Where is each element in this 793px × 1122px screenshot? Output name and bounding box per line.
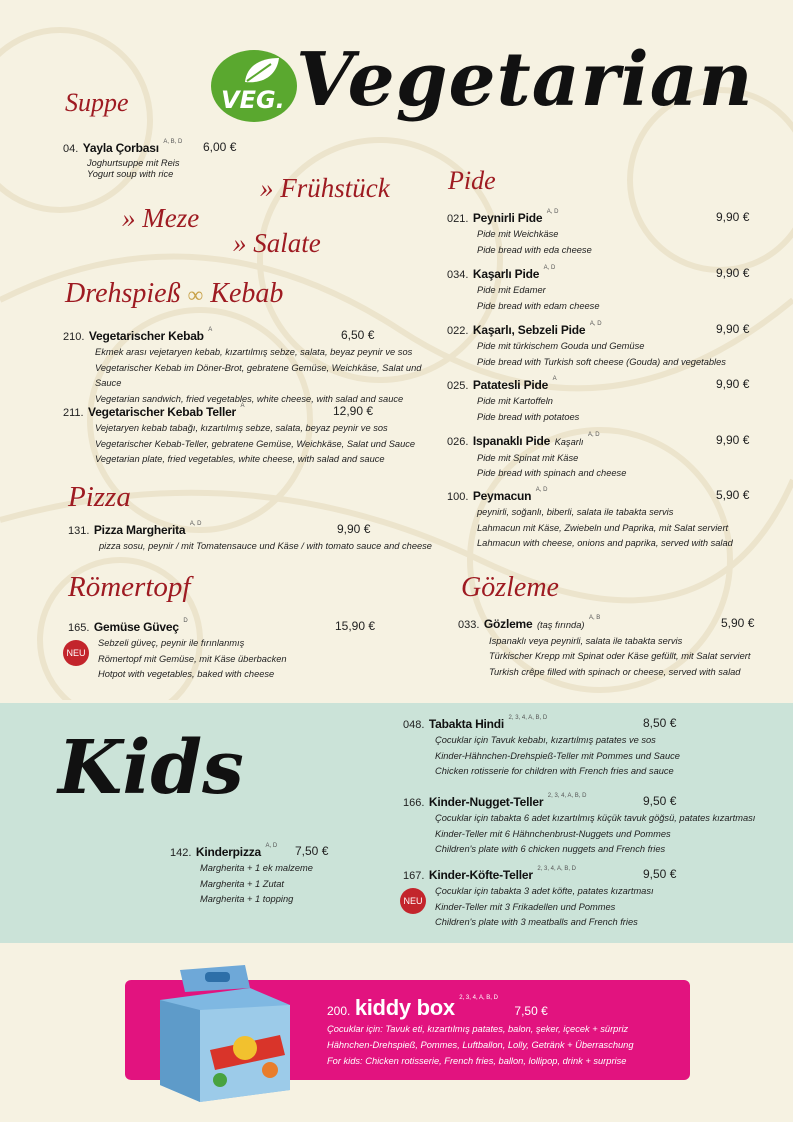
menu-item-peynirli-pide — [447, 209, 752, 265]
item-price: 7,50 € — [514, 1004, 548, 1018]
item-desc-tr: Çocuklar için Tavuk kebabı, kızartılmış patates ve sos — [435, 735, 656, 745]
section-title-kebab-a: Drehspieß — [65, 278, 181, 309]
item-allergens: 2, 3, 4, A, B, D — [547, 793, 587, 799]
item-allergens: A, B — [588, 615, 601, 621]
item-desc-de: Pide mit Kartoffeln — [477, 396, 553, 406]
item-number: 025. — [447, 380, 469, 392]
item-number: 021. — [447, 213, 469, 225]
item-price: 7,50 € — [295, 844, 329, 858]
menu-item-kinder-kofte-teller — [403, 866, 773, 936]
item-desc-en: Children's plate with 6 chicken nuggets and French fries — [435, 844, 666, 854]
item-desc-tr: Çocuklar için tabakta 6 adet kızartılmış küçük tavuk göğsü, patates kızartması — [435, 813, 756, 823]
pide-list — [447, 209, 752, 557]
item-allergens: D — [183, 618, 188, 624]
item-number: 142. — [170, 847, 192, 859]
item-allergens: A, B, D — [163, 139, 183, 145]
link-meze[interactable]: » Meze — [122, 203, 200, 233]
item-desc: pizza sosu, peynir / mit Tomatensauce und Käse / with tomato sauce and cheese — [99, 541, 432, 551]
item-name: Yayla Çorbası — [82, 141, 159, 155]
item-name: Vegetarischer Kebab Teller — [88, 405, 237, 419]
item-number: 034. — [447, 269, 469, 281]
item-desc-en: Pide bread with Turkish soft cheese (Gouda) and vegetables — [477, 356, 726, 367]
item-name: Peynirli Pide — [472, 211, 543, 225]
section-title-gozleme: Gözleme — [461, 572, 559, 603]
menu-item-kasarli-pide — [447, 265, 752, 321]
item-desc-tr: Çocuklar için tabakta 3 adet köfte, patates kızartması — [435, 886, 654, 896]
item-number: 131. — [68, 525, 90, 537]
menu-item-gemuse-guvec — [68, 618, 448, 683]
item-allergens: A, D — [589, 321, 602, 327]
menu-item-peymacun — [447, 487, 752, 557]
ornament-icon: ∞ — [187, 282, 204, 307]
kiddy-box-image — [150, 960, 300, 1105]
section-title-suppe: Suppe — [65, 88, 129, 117]
item-desc-tr: Vejetaryen kebab tabağı, kızartılmış sebze, salata, beyaz peynir ve sos — [95, 423, 388, 433]
item-number: 022. — [447, 325, 469, 337]
item-desc-en: Pide bread with eda cheese — [477, 244, 592, 255]
item-number: 026. — [447, 436, 469, 448]
item-price: 9,50 € — [643, 867, 677, 881]
item-name: Kaşarlı Pide — [472, 267, 540, 281]
item-desc-de: Kinder-Hähnchen-Drehspieß-Teller mit Pommes und Sauce — [435, 750, 680, 761]
item-name: Kinderpizza — [195, 845, 262, 859]
item-desc-de: Vegetarischer Kebab im Döner-Brot, gebratene Gemüse, Weichkäse, Salat und Sauce — [95, 362, 422, 388]
item-name: Kinder-Köfte-Teller — [428, 868, 533, 882]
item-desc-en: Pide bread with edam cheese — [477, 300, 600, 311]
menu-item-ispanakli-pide — [447, 432, 752, 487]
item-price: 12,90 € — [333, 404, 374, 418]
item-desc-de: Vegetarischer Kebab-Teller, gebratene Gemüse, Weichkäse, Salat und Sauce — [95, 438, 416, 449]
item-allergens: A, D — [587, 432, 600, 438]
item-price: 5,90 € — [716, 488, 750, 502]
menu-item-vegetarischer-kebab-teller — [63, 403, 443, 468]
item-allergens: 2, 3, 4, A, B, D — [537, 866, 576, 872]
item-desc-de: Joghurtsuppe mit Reis — [87, 158, 180, 168]
menu-item-kinderpizza — [170, 843, 340, 908]
item-name: Ispanaklı Pide — [472, 434, 551, 448]
section-title-roemertopf: Römertopf — [68, 571, 191, 603]
item-desc-en: Vegetarian plate, fried vegetables, white cheese, with salad and sauce — [95, 454, 385, 464]
item-desc-de: Margherita + 1 Zutat — [200, 878, 284, 889]
item-name: Tabakta Hindi — [428, 717, 505, 731]
veg-badge-label: VEG. — [221, 86, 285, 114]
item-number: 210. — [63, 331, 85, 343]
item-price: 6,00 € — [203, 140, 237, 154]
menu-item-kasarli-sebzeli-pide — [447, 321, 752, 376]
item-desc-tr: peynirli, soğanlı, biberli, salata ile tabakta servis — [477, 507, 674, 517]
item-price: 15,90 € — [335, 619, 376, 633]
item-number: 033. — [458, 619, 480, 631]
item-desc-en: Vegetarian sandwich, fried vegetables, white cheese, with salad and sauce — [95, 393, 404, 404]
item-desc-de: Pide mit Weichkäse — [477, 229, 559, 239]
item-desc-de: Kinder-Teller mit 3 Frikadellen und Pommes — [435, 901, 616, 912]
item-name: Kaşarlı, Sebzeli Pide — [472, 323, 586, 337]
item-desc-en: Turkish crêpe filled with spinach or cheese, served with salad — [489, 666, 741, 677]
item-number: 200. — [327, 1004, 351, 1018]
item-number: 04. — [63, 143, 79, 155]
leaf-icon — [241, 56, 281, 86]
item-desc-tr: Çocuklar için: Tavuk eti, kızartılmış patates, balon, şeker, içecek + sürpriz — [327, 1024, 629, 1034]
item-number: 166. — [403, 797, 425, 809]
item-allergens: 2, 3, 4, A, B, D — [508, 715, 548, 721]
menu-item-kiddy-box — [327, 995, 687, 1069]
item-desc-tr: Ekmek arası vejetaryen kebab, kızartılmış sebze, salata, beyaz peynir ve sos — [95, 347, 413, 357]
item-allergens: A, D — [535, 487, 548, 493]
item-desc-de: Hähnchen-Drehspieß, Pommes, Luftballon, Lolly, Getränk + Überraschung — [327, 1040, 634, 1050]
item-price: 5,90 € — [721, 616, 755, 630]
item-desc-de: Lahmacun mit Käse, Zwiebeln und Paprika, mit Salat serviert — [477, 522, 729, 533]
item-name: Peymacun — [472, 489, 532, 503]
link-fruhstuck[interactable]: » Frühstück — [260, 173, 390, 203]
menu-item-gozleme — [458, 615, 768, 680]
item-number: 165. — [68, 622, 90, 634]
item-name: Pizza Margherita — [93, 523, 186, 537]
menu-item-patatesli-pide — [447, 376, 752, 432]
item-allergens: A, D — [543, 265, 556, 271]
item-name: kiddy box — [354, 995, 455, 1020]
menu-item-kinder-nugget-teller — [403, 793, 773, 866]
item-allergens: 2, 3, 4, A, B, D — [459, 995, 498, 1001]
item-desc-en: Yogurt soup with rice — [87, 168, 174, 179]
item-price: 9,50 € — [643, 794, 677, 808]
item-price: 9,90 € — [337, 522, 371, 536]
item-number: 211. — [63, 407, 84, 419]
item-number: 100. — [447, 491, 469, 503]
new-badge: NEU — [400, 888, 426, 914]
item-desc-en: Children's plate with 3 meatballs and French fries — [435, 917, 638, 927]
item-price: 8,50 € — [643, 716, 677, 730]
kids-list — [403, 715, 773, 936]
item-desc-de: Türkischer Krepp mit Spinat oder Käse gefüllt, mit Salat serviert — [489, 651, 751, 661]
item-price: 9,90 € — [716, 433, 750, 447]
item-price: 9,90 € — [716, 377, 750, 391]
item-desc-de: Pide mit Spinat mit Käse — [477, 452, 579, 463]
item-desc-tr: Ispanaklı veya peynirli, salata ile tabakta servis — [489, 635, 683, 646]
item-price: 9,90 € — [716, 266, 750, 280]
item-desc-de: Kinder-Teller mit 6 Hähnchenbrust-Nuggets und Pommes — [435, 828, 671, 839]
item-desc-de: Pide mit türkischem Gouda und Gemüse — [477, 341, 645, 351]
item-price: 9,90 € — [716, 210, 750, 224]
item-desc-en: Chicken rotisserie for children with French fries and sauce — [435, 766, 674, 776]
item-desc-en: For kids: Chicken rotisserie, French fries, ballon, lollipop, drink + surprise — [327, 1056, 627, 1066]
menu-item-tabakta-hindi — [403, 715, 773, 793]
page-title: Vegetarian — [296, 37, 754, 123]
item-number: 048. — [403, 719, 425, 731]
item-allergens: A — [208, 327, 213, 333]
item-price: 6,50 € — [341, 328, 375, 342]
item-desc-de: Pide mit Edamer — [477, 285, 546, 295]
item-desc-en: Pide bread with potatoes — [477, 411, 580, 422]
menu-item-pizza-margherita — [68, 521, 458, 555]
item-name: Patatesli Pide — [472, 378, 549, 392]
menu-item-vegetarischer-kebab — [63, 327, 443, 407]
item-name-extra: (taş fırında) — [536, 620, 585, 630]
kids-title: Kids — [58, 725, 244, 811]
item-desc-de: Römertopf mit Gemüse, mit Käse überbacken — [98, 653, 287, 664]
item-number: 167. — [403, 870, 425, 882]
item-name: Gözleme — [483, 617, 533, 631]
new-badge: NEU — [63, 640, 89, 666]
item-desc-en: Margherita + 1 topping — [200, 894, 294, 904]
menu-item-yayla-corbasi — [63, 139, 253, 182]
item-desc-en: Pide bread with spinach and cheese — [477, 468, 627, 478]
item-allergens: A, D — [546, 209, 559, 215]
item-name: Vegetarischer Kebab — [88, 329, 204, 343]
item-allergens: A, D — [189, 521, 202, 527]
link-salate[interactable]: » Salate — [233, 228, 321, 258]
item-allergens: A — [240, 403, 245, 409]
item-name: Kinder-Nugget-Teller — [428, 795, 544, 809]
section-title-kebab-b: Kebab — [210, 278, 284, 309]
section-title-pide: Pide — [448, 166, 496, 195]
item-name: Gemüse Güveç — [93, 620, 179, 634]
item-desc-en: Lahmacun with cheese, onions and paprika, served with salad — [477, 538, 733, 548]
item-name-extra: Kaşarlı — [554, 437, 584, 447]
item-price: 9,90 € — [716, 322, 750, 336]
veg-badge — [211, 50, 297, 122]
item-desc-tr: Sebzeli güveç, peynir ile fırınlanmış — [98, 638, 245, 648]
section-title-pizza: Pizza — [68, 481, 131, 513]
item-desc-tr: Margherita + 1 ek malzeme — [200, 863, 313, 873]
item-desc-en: Hotpot with vegetables, baked with cheese — [98, 669, 275, 679]
section-title-kebab — [65, 278, 283, 310]
item-allergens: A, D — [265, 843, 278, 849]
item-allergens: A — [552, 376, 557, 382]
